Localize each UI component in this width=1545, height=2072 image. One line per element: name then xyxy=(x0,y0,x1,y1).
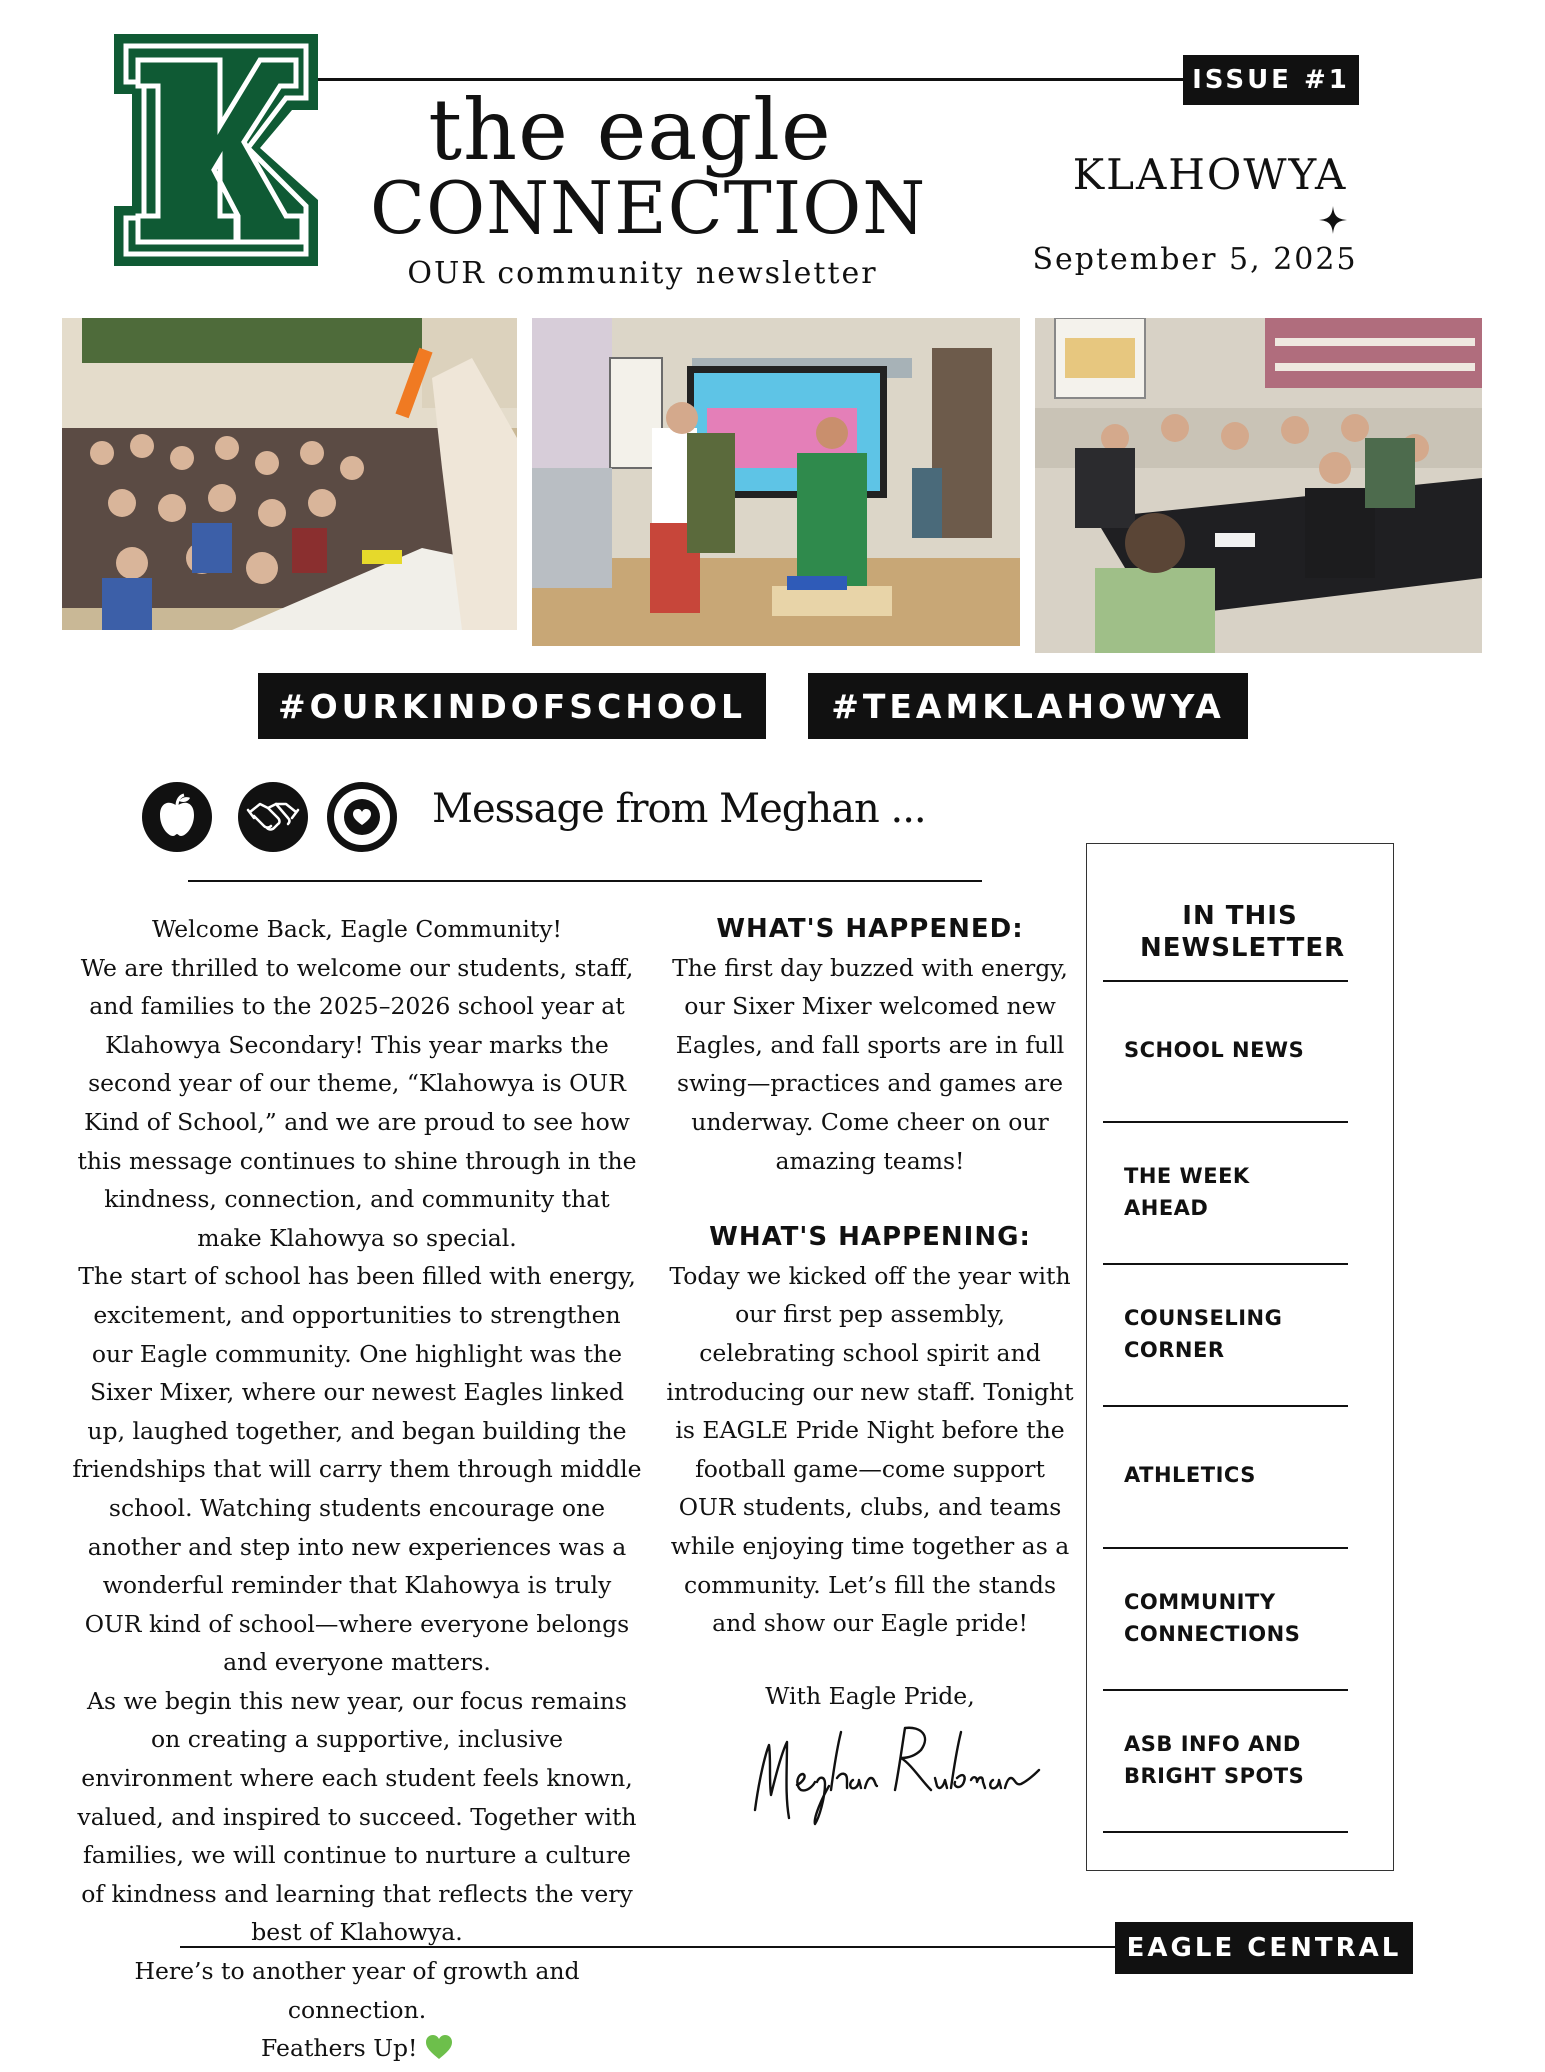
school-name: KLAHOWYA xyxy=(1072,150,1348,199)
message-heading: Message from Meghan ... xyxy=(432,786,926,832)
signature-image xyxy=(745,1700,1045,1830)
happened-heading: WHAT'S HAPPENED: xyxy=(716,914,1024,944)
sidebar-item-community-connections[interactable]: COMMUNITY CONNECTIONS xyxy=(1124,1590,1301,1646)
updates-column xyxy=(665,910,1075,1643)
letter-greeting: Welcome Back, Eagle Community! xyxy=(152,915,562,943)
sidebar-item-athletics[interactable]: ATHLETICS xyxy=(1124,1463,1256,1487)
sidebar-divider xyxy=(1103,980,1348,982)
sidebar-item-counseling-corner[interactable]: COUNSELING CORNER xyxy=(1124,1306,1283,1362)
newsletter-contents-sidebar xyxy=(1086,843,1394,1871)
photo-classroom-hug xyxy=(532,318,1020,646)
sidebar-divider xyxy=(1103,1689,1348,1691)
letter-closing: Feathers Up! xyxy=(261,2034,418,2063)
hashtag-teamklahowya: #TEAMKLAHOWYA xyxy=(808,673,1248,739)
masthead-title-top: the eagle xyxy=(428,81,832,179)
sidebar-divider xyxy=(1103,1831,1348,1833)
sidebar-divider xyxy=(1103,1121,1348,1123)
message-rule xyxy=(188,880,982,882)
letter-paragraph-4: Here’s to another year of growth and connection. xyxy=(134,1957,580,2024)
sidebar-title-text: IN THIS NEWSLETTER xyxy=(1140,901,1346,963)
happened-body: The first day buzzed with energy, our Sixer Mixer welcomed new Eagles, and fall sports are in full swing—practices and games are underway. Come cheer on our amazing teams! xyxy=(672,953,1068,1175)
handshake-icon xyxy=(238,782,308,852)
sidebar-item-school-news[interactable]: SCHOOL NEWS xyxy=(1124,1038,1305,1062)
letter-paragraph-3: As we begin this new year, our focus remains on creating a supportive, inclusive environment where each student feels known, valued, and inspired to succeed. Together with families, we will continue to nurture a culture of kindness and learning that reflects the very best of Klahowya. xyxy=(77,1686,637,1947)
letter-closing-line xyxy=(72,2029,642,2072)
masthead-title-bottom: CONNECTION xyxy=(370,166,927,250)
letter-paragraph-1: We are thrilled to welcome our students, staff, and families to the 2025–2026 school year at Klahowya Secondary! This year marks the second year of our theme, “Klahowya is OUR Kind of School,” and we are proud to see how this message continues to shine through in the kindness, connection, and community that make Klahowya so special. xyxy=(77,953,637,1252)
sparkle-icon xyxy=(1318,205,1348,235)
issue-badge: ISSUE #1 xyxy=(1183,55,1359,105)
principal-letter xyxy=(72,910,642,2072)
footer-rule xyxy=(180,1946,1120,1948)
sidebar-title xyxy=(1087,900,1393,964)
happening-body: Today we kicked off the year with our first pep assembly, celebrating school spirit and introducing our new staff. Tonight is EAGLE Pride Night before the football game—come support OUR students, clubs, and teams while enjoying time together as a community. Let’s fill the stands and show our Eagle pride! xyxy=(666,1261,1074,1638)
sidebar-divider xyxy=(1103,1263,1348,1265)
photo-assembly xyxy=(62,318,517,630)
sidebar-item-asb-info[interactable]: ASB INFO AND BRIGHT SPOTS xyxy=(1124,1732,1305,1788)
issue-date: September 5, 2025 xyxy=(1032,242,1358,277)
letter-paragraph-2: The start of school has been filled with energy, excitement, and opportunities to strengthen our Eagle community. One highlight was the Sixer Mixer, where our newest Eagles linked up, laughed together, and began building the friendships that will carry them through middle school. Watching students encourage one another and step into new experiences was a wonderful reminder that Klahowya is truly OUR kind of school—where everyone belongs and everyone matters. xyxy=(72,1262,642,1677)
sidebar-divider xyxy=(1103,1547,1348,1549)
masthead-tagline: OUR community newsletter xyxy=(407,256,878,291)
eagle-central-badge: EAGLE CENTRAL xyxy=(1115,1922,1413,1974)
signoff: With Eagle Pride, xyxy=(765,1682,975,1710)
happening-heading: WHAT'S HAPPENING: xyxy=(709,1222,1031,1253)
sidebar-item-week-ahead[interactable]: THE WEEK AHEAD xyxy=(1124,1164,1250,1220)
apple-icon xyxy=(142,782,212,852)
photo-science-class xyxy=(1035,318,1482,653)
school-logo xyxy=(110,30,322,270)
green-heart-icon xyxy=(425,2033,453,2072)
sidebar-divider xyxy=(1103,1405,1348,1407)
heart-icon xyxy=(327,782,397,852)
hashtag-ourkindofschool: #OURKINDOFSCHOOL xyxy=(258,673,766,739)
